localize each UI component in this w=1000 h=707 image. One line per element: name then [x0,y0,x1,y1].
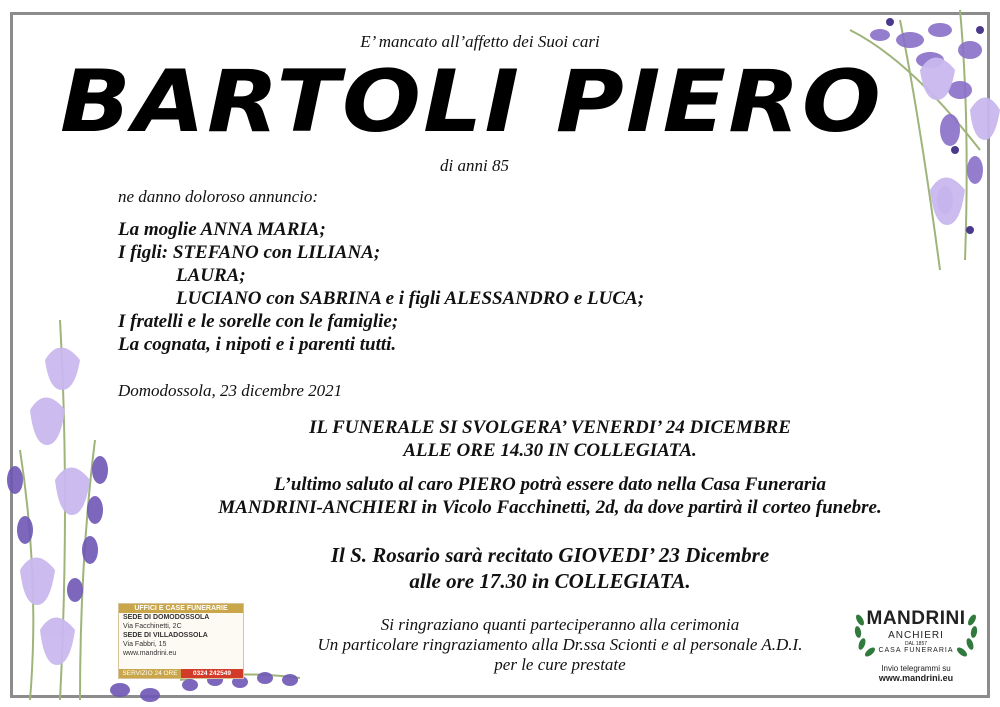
office-header: UFFICI E CASE FUNERARIE [119,604,243,613]
family-list [118,218,644,356]
office-sede-1: SEDE DI DOMODOSSOLA [123,614,210,621]
family-line: I figli: STEFANO con LILIANA; [118,242,381,263]
logo-sub: ANCHIERI [888,630,944,641]
office-web: www.mandrini.eu [123,650,177,657]
office-service: SERVIZIO 24 ORE [119,669,181,678]
family-line: La cognata, i nipoti e i parenti tutti. [118,334,397,355]
thanks-block [220,615,900,675]
family-line: LAURA; [176,265,246,286]
thanks-line: per le cure prestate [494,655,626,674]
thanks-line: Un particolare ringraziamento alla Dr.ssa Scionti e al personale A.D.I. [317,635,803,654]
logo-brand: MANDRINI [866,608,966,629]
intro-line: E’ mancato all’affetto dei Suoi cari [360,32,600,51]
funeral-office-card [118,603,244,679]
farewell-notice [0,473,1000,519]
thanks-line: Si ringraziano quanti parteciperanno alla cerimonia [380,615,740,634]
office-address-1: Via Facchinetti, 2C [123,623,182,630]
logo-casa-funeraria: CASA FUNERARIA [878,647,954,654]
funeral-notice [0,416,1000,462]
rosary-line: alle ore 17.30 in COLLEGIATA. [409,569,691,593]
logo-telegram-text: Invio telegrammi su [881,664,951,673]
farewell-line: MANDRINI-ANCHIERI in Vicolo Facchinetti, 2d, da dove partirà il corteo funebre. [218,497,882,518]
farewell-line: L’ultimo saluto al caro PIERO potrà essere dato nella Casa Funeraria [273,474,827,495]
announce-line: ne danno doloroso annuncio: [118,187,319,206]
funeral-line: ALLE ORE 14.30 IN COLLEGIATA. [403,440,697,461]
mandrini-logo [850,600,982,690]
logo-since: DAL 1857 [904,641,928,647]
family-line: La moglie ANNA MARIA; [118,219,326,240]
logo-web: www.mandrini.eu [878,673,954,683]
laurel-icon [850,600,982,660]
family-line: I fratelli e le sorelle con le famiglie; [118,311,399,332]
rosary-notice [0,542,1000,594]
funeral-line: IL FUNERALE SI SVOLGERA’ VENERDI’ 24 DICEMBRE [309,417,791,438]
place-date: Domodossola, 23 dicembre 2021 [118,381,343,400]
rosary-line: Il S. Rosario sarà recitato GIOVEDI’ 23 Dicembre [330,543,770,567]
age-line: di anni 85 [440,156,509,175]
office-sede-2: SEDE DI VILLADOSSOLA [123,632,208,639]
office-phone: 0324 242549 [181,669,243,678]
office-address-2: Via Fabbri, 15 [123,641,167,648]
family-line: LUCIANO con SABRINA e i figli ALESSANDRO e LUCA; [176,288,645,309]
deceased-name: BARTOLI PIERO [60,52,884,152]
